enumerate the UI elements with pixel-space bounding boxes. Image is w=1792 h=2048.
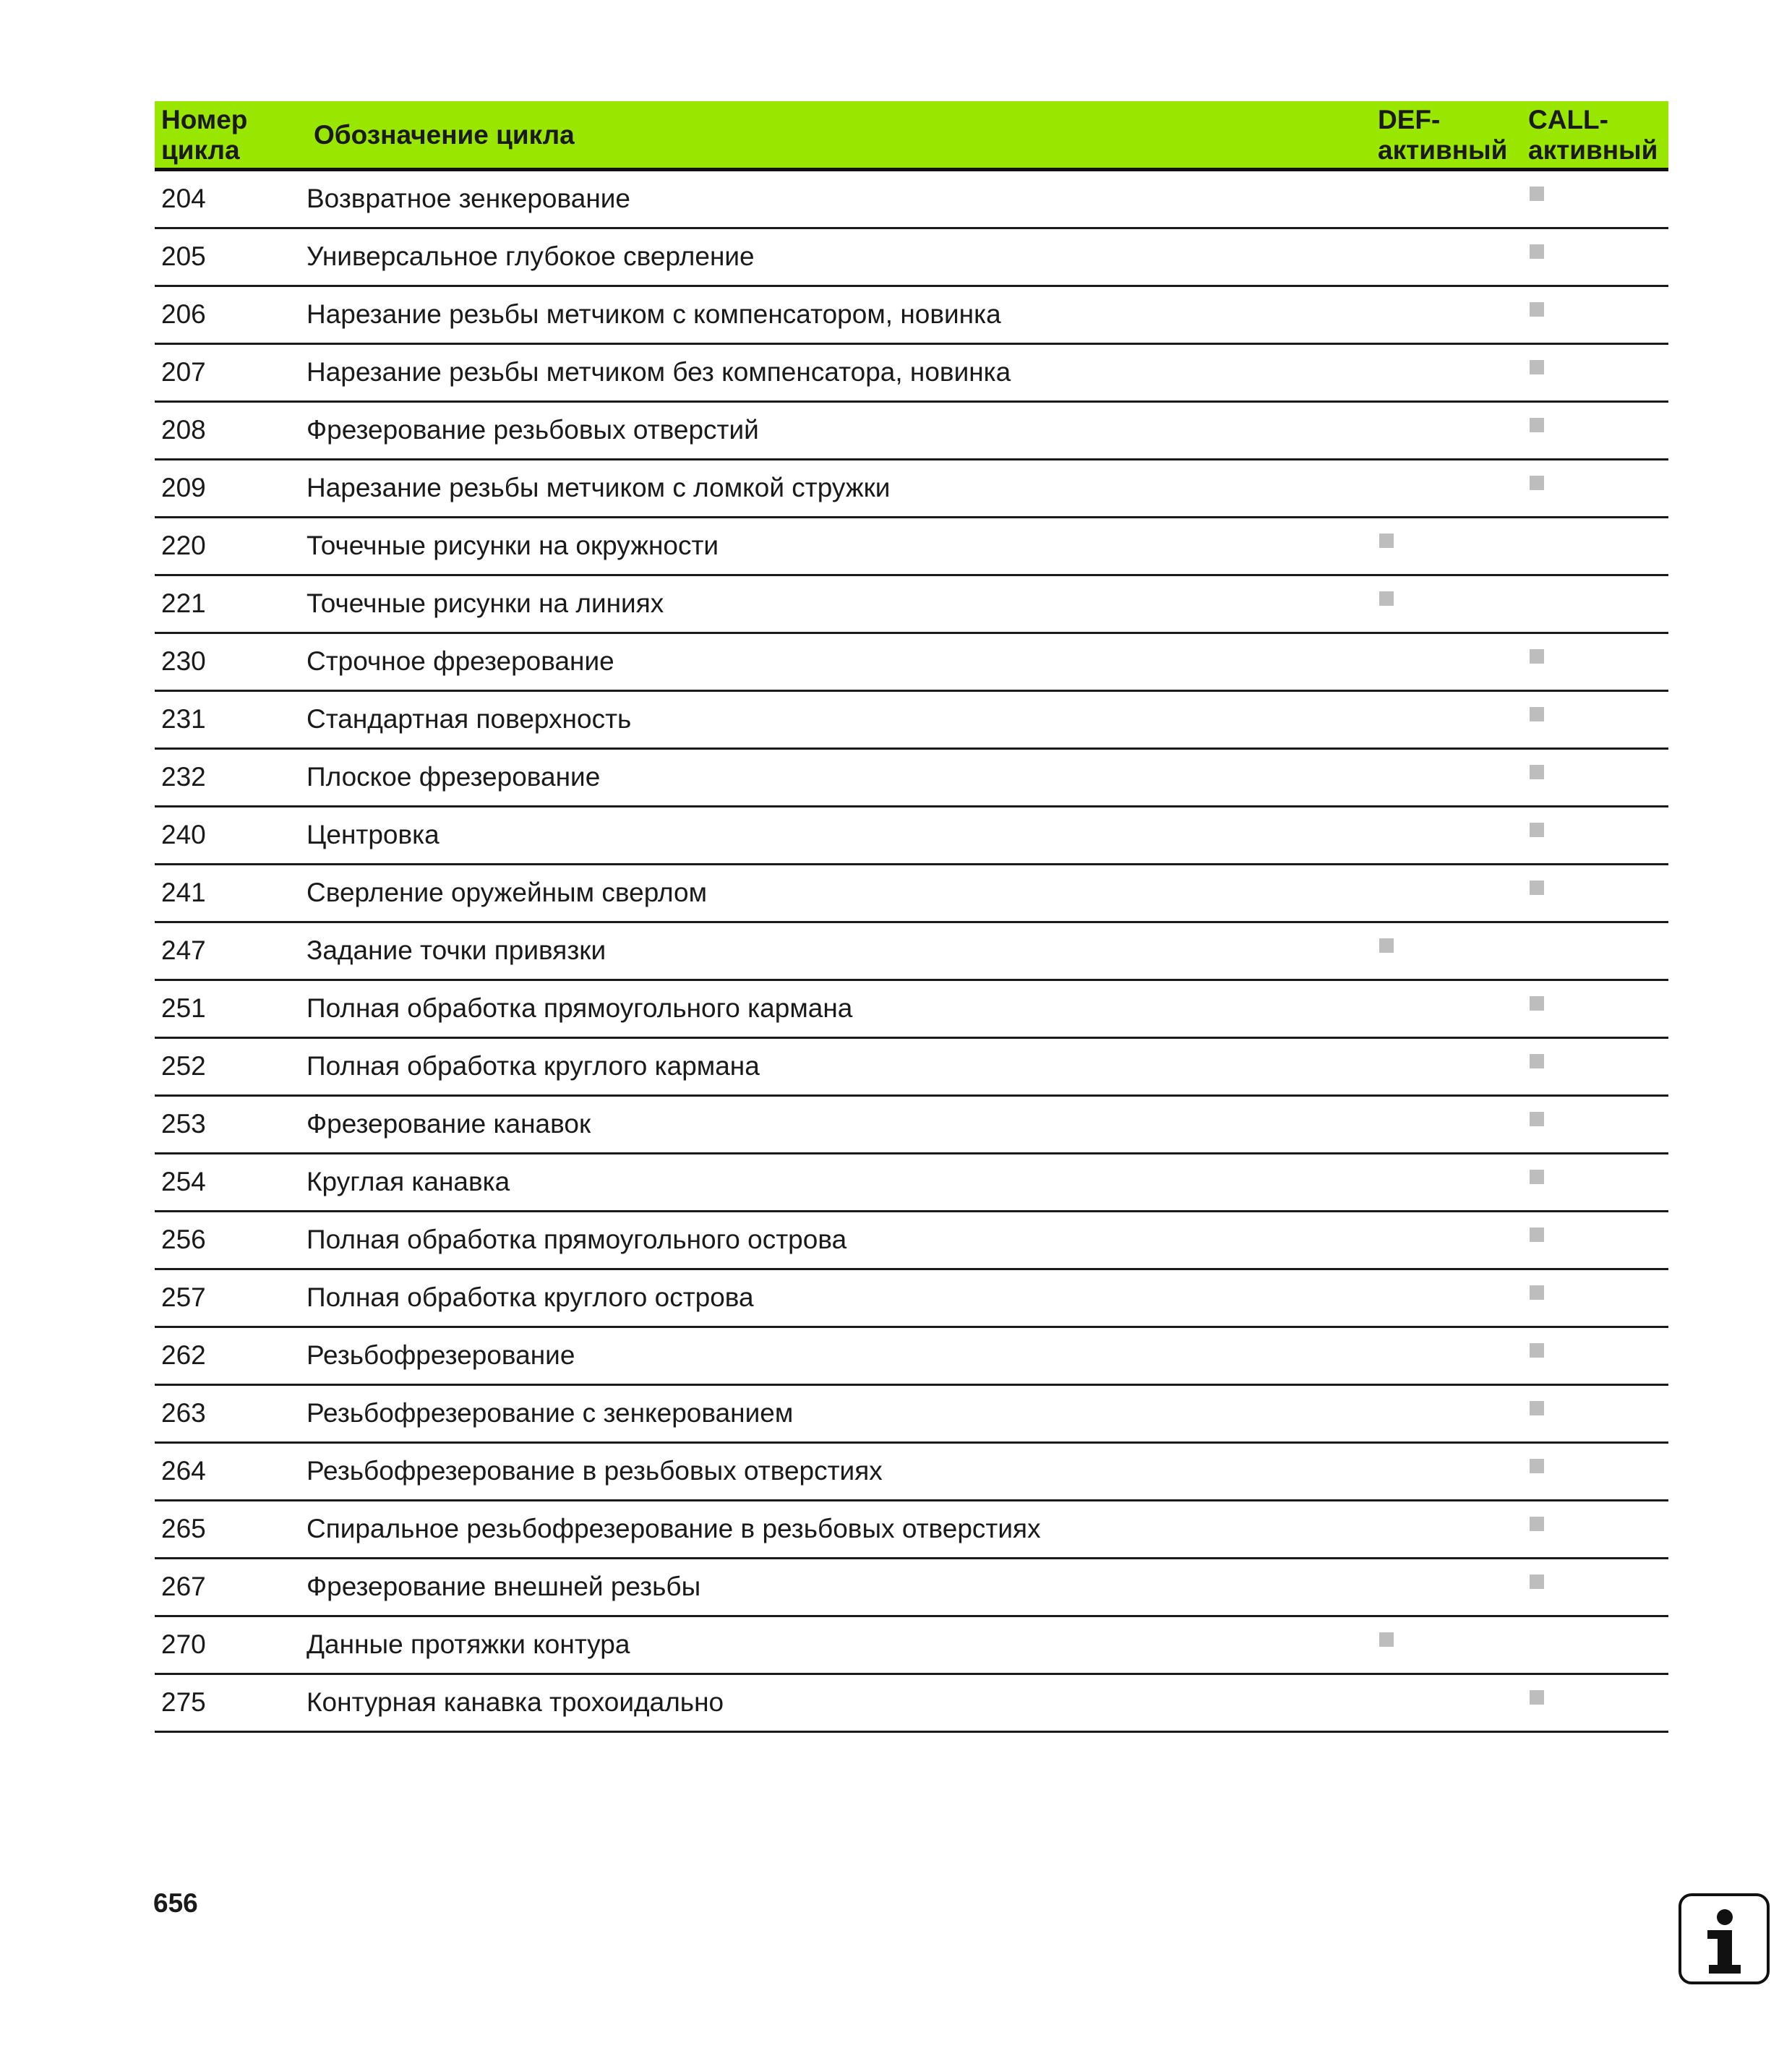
cycle-name: Резьбофрезерование с зенкерованием bbox=[306, 1398, 794, 1428]
cycle-number: 240 bbox=[161, 820, 206, 849]
cycle-number: 270 bbox=[161, 1629, 206, 1659]
cycle-number: 254 bbox=[161, 1167, 206, 1196]
page-number: 656 bbox=[153, 1888, 198, 1918]
cycle-name: Универсальное глубокое сверление bbox=[306, 241, 755, 271]
cycle-number: 253 bbox=[161, 1109, 206, 1139]
call-active-marker bbox=[1530, 187, 1544, 201]
call-active-marker bbox=[1530, 1112, 1544, 1126]
table-row bbox=[155, 692, 1668, 750]
table-row bbox=[155, 345, 1668, 403]
cycle-name: Стандартная поверхность bbox=[306, 704, 632, 734]
table-row bbox=[155, 634, 1668, 692]
table-row bbox=[155, 865, 1668, 923]
table-row bbox=[155, 460, 1668, 518]
table-body bbox=[155, 171, 1668, 1733]
header-cycle-name: Обозначение цикла bbox=[314, 120, 575, 150]
table-row bbox=[155, 807, 1668, 865]
cycle-number: 256 bbox=[161, 1225, 206, 1254]
cycle-number: 251 bbox=[161, 993, 206, 1023]
table-header bbox=[155, 101, 1668, 171]
cycle-name: Контурная канавка трохоидально bbox=[306, 1687, 724, 1717]
info-icon bbox=[1679, 1893, 1770, 1984]
table-row bbox=[155, 1212, 1668, 1270]
cycle-name: Полная обработка круглого кармана bbox=[306, 1051, 760, 1081]
table-row bbox=[155, 1097, 1668, 1154]
cycle-name: Круглая канавка bbox=[306, 1167, 510, 1196]
table-row bbox=[155, 1270, 1668, 1328]
cycle-name: Точечные рисунки на окружности bbox=[306, 531, 719, 560]
cycle-name: Резьбофрезерование bbox=[306, 1340, 575, 1370]
header-call-active: CALL- активный bbox=[1528, 105, 1658, 165]
cycle-name: Нарезание резьбы метчиком с ломкой стружки bbox=[306, 473, 891, 502]
call-active-marker bbox=[1530, 1285, 1544, 1300]
table-row bbox=[155, 923, 1668, 981]
cycle-name: Спиральное резьбофрезерование в резьбовых отверстиях bbox=[306, 1514, 1041, 1543]
table-row bbox=[155, 1154, 1668, 1212]
table-row bbox=[155, 518, 1668, 576]
call-active-marker bbox=[1530, 360, 1544, 374]
cycle-number: 267 bbox=[161, 1572, 206, 1601]
cycle-number: 204 bbox=[161, 184, 206, 213]
call-active-marker bbox=[1530, 1517, 1544, 1531]
cycle-number: 205 bbox=[161, 241, 206, 271]
cycle-number: 247 bbox=[161, 935, 206, 965]
call-active-marker bbox=[1530, 1401, 1544, 1415]
cycle-number: 263 bbox=[161, 1398, 206, 1428]
table-row bbox=[155, 171, 1668, 229]
cycle-name: Нарезание резьбы метчиком без компенсатора, новинка bbox=[306, 357, 1011, 387]
table-row bbox=[155, 1559, 1668, 1617]
cycle-number: 241 bbox=[161, 878, 206, 907]
cycle-name: Центровка bbox=[306, 820, 440, 849]
call-active-marker bbox=[1530, 1227, 1544, 1242]
cycle-number: 208 bbox=[161, 415, 206, 445]
call-active-marker bbox=[1530, 707, 1544, 721]
cycle-name: Полная обработка прямоугольного острова bbox=[306, 1225, 847, 1254]
header-def-active: DEF- активный bbox=[1378, 105, 1508, 165]
cycle-name: Полная обработка круглого острова bbox=[306, 1282, 754, 1312]
cycle-number: 231 bbox=[161, 704, 206, 734]
cycle-number: 252 bbox=[161, 1051, 206, 1081]
call-active-marker bbox=[1530, 244, 1544, 259]
cycle-number: 265 bbox=[161, 1514, 206, 1543]
cycle-name: Фрезерование резьбовых отверстий bbox=[306, 415, 759, 445]
cycle-name: Задание точки привязки bbox=[306, 935, 606, 965]
call-active-marker bbox=[1530, 1343, 1544, 1358]
call-active-marker bbox=[1530, 302, 1544, 317]
def-active-marker bbox=[1379, 534, 1394, 548]
call-active-marker bbox=[1530, 418, 1544, 432]
cycle-number: 221 bbox=[161, 588, 206, 618]
call-active-marker bbox=[1530, 881, 1544, 895]
cycle-name: Резьбофрезерование в резьбовых отверстиях bbox=[306, 1456, 883, 1486]
table-row bbox=[155, 1675, 1668, 1733]
cycle-name: Строчное фрезерование bbox=[306, 646, 614, 676]
call-active-marker bbox=[1530, 476, 1544, 490]
call-active-marker bbox=[1530, 1459, 1544, 1473]
cycle-name: Плоское фрезерование bbox=[306, 762, 601, 792]
call-active-marker bbox=[1530, 649, 1544, 664]
def-active-marker bbox=[1379, 938, 1394, 953]
cycle-number: 257 bbox=[161, 1282, 206, 1312]
cycle-number: 262 bbox=[161, 1340, 206, 1370]
call-active-marker bbox=[1530, 1574, 1544, 1589]
cycle-name: Сверление оружейным сверлом bbox=[306, 878, 708, 907]
cycle-name: Фрезерование канавок bbox=[306, 1109, 591, 1139]
table-row bbox=[155, 750, 1668, 807]
cycle-number: 209 bbox=[161, 473, 206, 502]
table-row bbox=[155, 1328, 1668, 1386]
cycle-number: 232 bbox=[161, 762, 206, 792]
cycle-name: Полная обработка прямоугольного кармана bbox=[306, 993, 853, 1023]
table-row bbox=[155, 403, 1668, 460]
cycle-name: Фрезерование внешней резьбы bbox=[306, 1572, 701, 1601]
table-row bbox=[155, 287, 1668, 345]
cycle-name: Возвратное зенкерование bbox=[306, 184, 631, 213]
table-row bbox=[155, 1501, 1668, 1559]
call-active-marker bbox=[1530, 765, 1544, 779]
call-active-marker bbox=[1530, 1054, 1544, 1068]
cycle-table bbox=[155, 101, 1668, 1733]
table-row bbox=[155, 981, 1668, 1039]
cycle-number: 206 bbox=[161, 299, 206, 329]
table-row bbox=[155, 1039, 1668, 1097]
table-row bbox=[155, 1617, 1668, 1675]
call-active-marker bbox=[1530, 996, 1544, 1011]
cycle-name: Данные протяжки контура bbox=[306, 1629, 630, 1659]
def-active-marker bbox=[1379, 1632, 1394, 1647]
header-cycle-number: Номер цикла bbox=[161, 105, 248, 165]
cycle-number: 220 bbox=[161, 531, 206, 560]
cycle-number: 230 bbox=[161, 646, 206, 676]
cycle-number: 275 bbox=[161, 1687, 206, 1717]
call-active-marker bbox=[1530, 1170, 1544, 1184]
cycle-name: Нарезание резьбы метчиком с компенсатором, новинка bbox=[306, 299, 1001, 329]
table-row bbox=[155, 229, 1668, 287]
cycle-number: 264 bbox=[161, 1456, 206, 1486]
table-row bbox=[155, 576, 1668, 634]
def-active-marker bbox=[1379, 591, 1394, 606]
table-row bbox=[155, 1444, 1668, 1501]
cycle-name: Точечные рисунки на линиях bbox=[306, 588, 664, 618]
call-active-marker bbox=[1530, 1690, 1544, 1705]
table-row bbox=[155, 1386, 1668, 1444]
cycle-number: 207 bbox=[161, 357, 206, 387]
call-active-marker bbox=[1530, 823, 1544, 837]
